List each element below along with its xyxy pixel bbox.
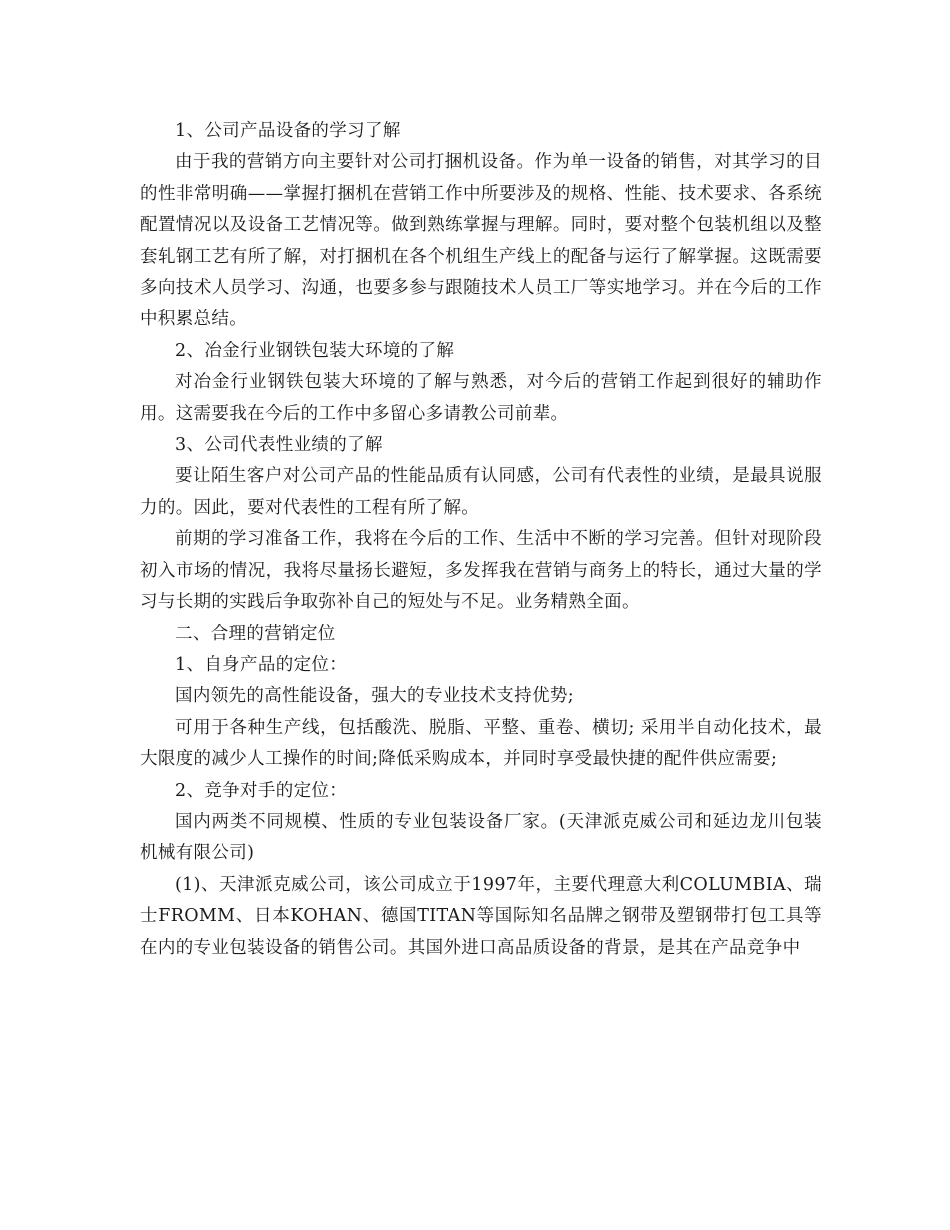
heading-industry-environment: 2、冶金行业钢铁包装大环境的了解: [175, 340, 455, 361]
heading-competitor-positioning: 2、竞争对手的定位：: [175, 780, 348, 801]
paragraph-competitor-overview: 国内两类不同规模、性质的专业包装设备厂家。(天津派克威公司和延边龙川包装机械有限公司): [140, 811, 822, 864]
document-page: [140, 116, 822, 964]
paragraph-own-product-advantage: 国内领先的高性能设备，强大的专业技术支持优势;: [175, 686, 574, 707]
paragraph-product-learning: 由于我的营销方向主要针对公司打捆机设备。作为单一设备的销售，对其学习的目的性非常明确——掌握打捆机在营销工作中所要涉及的规格、性能、技术要求、各系统配置情况以及设备工艺情况等。做到熟练掌握与理解。同时，要对整个包装机组以及整套轧钢工艺有所了解，对打捆机在各个机组生产线上的配备与运行了解掌握。这既需要多向技术人员学习、沟通，也要多参与跟随技术人员工厂等实地学习。并在今后的工作中积累总结。: [140, 152, 822, 330]
heading-own-product-positioning: 1、自身产品的定位：: [175, 654, 348, 675]
paragraph-representative-projects: 要让陌生客户对公司产品的性能品质有认同感，公司有代表性的业绩，是最具说服力的。因此，要对代表性的工程有所了解。: [140, 466, 822, 518]
heading-marketing-positioning: 二、合理的营销定位: [175, 623, 336, 644]
heading-product-learning: 1、公司产品设备的学习了解: [175, 121, 401, 141]
paragraph-preparation-summary: 前期的学习准备工作，我将在今后的工作、生活中不断的学习完善。但针对现阶段初入市场的情况，我将尽量扬长避短，多发挥我在营销与商务上的特长，通过大量的学习与长期的实践后争取弥补自己的短处与不足。业务精熟全面。: [140, 529, 822, 613]
paragraph-competitor-tianjin: (1)、天津派克威公司，该公司成立于1997年，主要代理意大利COLUMBIA、瑞士FROMM、日本KOHAN、德国TITAN等国际知名品牌之钢带及塑钢带打包工具等在内的专业包装设备的销售公司。其国外进口高品质设备的背景，是其在产品竞争中: [140, 874, 822, 958]
paragraph-industry-environment: 对冶金行业钢铁包装大环境的了解与熟悉，对今后的营销工作起到很好的辅助作用。这需要我在今后的工作中多留心多请教公司前辈。: [140, 372, 822, 424]
heading-representative-projects: 3、公司代表性业绩的了解: [175, 435, 383, 456]
paragraph-own-product-application: 可用于各种生产线，包括酸洗、脱脂、平整、重卷、横切; 采用半自动化技术，最大限度的减少人工操作的时间;降低采购成本，并同时享受最快捷的配件供应需要;: [140, 717, 822, 770]
